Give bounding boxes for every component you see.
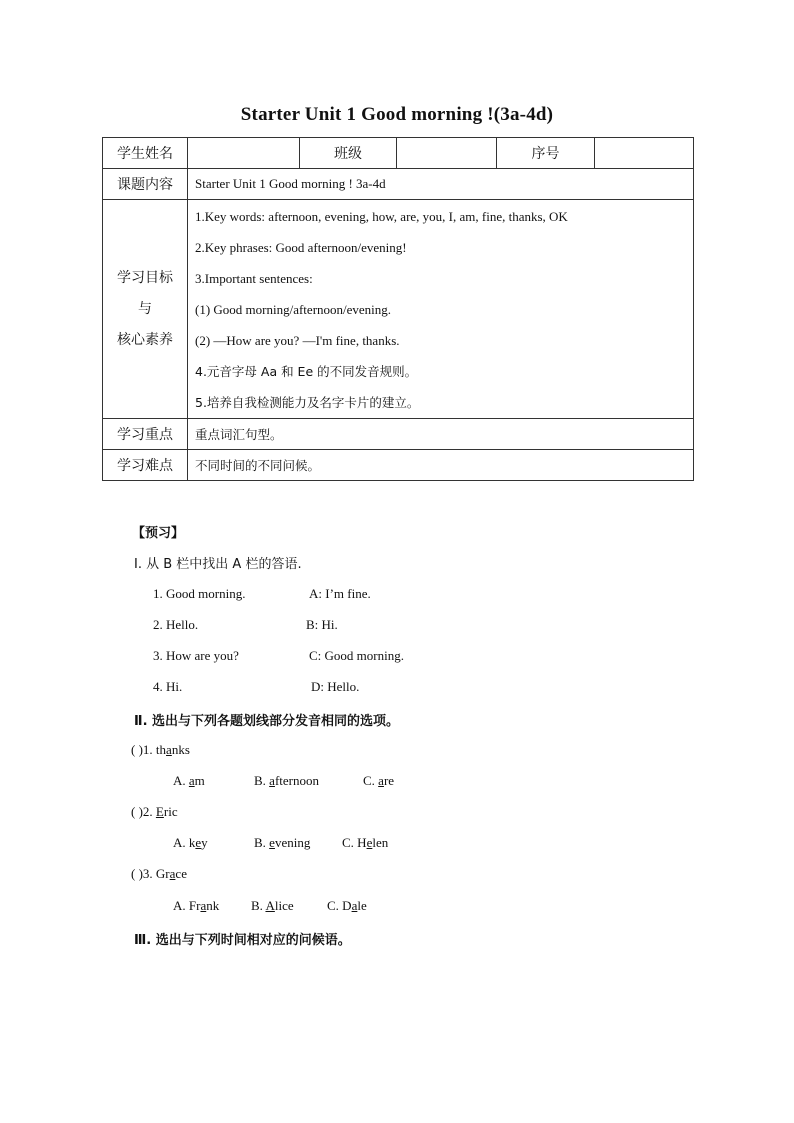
option-prefix: C. H: [342, 835, 367, 850]
underlined-letter: a: [200, 898, 207, 913]
part3-title: Ⅲ. 选出与下列时间相对应的问候语。: [134, 933, 351, 948]
goal-item: (2) —How are you? —I'm fine, thanks.: [195, 332, 400, 348]
class-label: 班级: [300, 138, 397, 169]
goals-list: [188, 200, 694, 419]
topic-value: Starter Unit 1 Good morning ! 3a-4d: [188, 169, 694, 200]
difficulty-label: 学习难点: [103, 450, 188, 481]
question-1: [131, 742, 190, 758]
option-suffix: le: [357, 898, 367, 913]
option-suffix: vening: [274, 835, 311, 850]
part1-item-b: A: I’m fine.: [309, 586, 371, 601]
underlined-letter: e: [195, 835, 202, 850]
table-row: [103, 419, 694, 450]
option: [254, 835, 310, 851]
part1-item-a: 1. Good morning.: [153, 586, 246, 601]
answer-blank[interactable]: ( )3.: [131, 866, 156, 881]
part2-title: Ⅱ. 选出与下列各题划线部分发音相同的选项。: [134, 714, 400, 729]
info-table: [102, 137, 694, 481]
part1-title: Ⅰ. 从 B 栏中找出 A 栏的答语.: [134, 557, 302, 572]
option: [173, 773, 205, 789]
underlined-letter: a: [166, 742, 172, 757]
underlined-letter: A: [265, 898, 275, 913]
topic-label: 课题内容: [103, 169, 188, 200]
seat-cell[interactable]: [595, 138, 694, 169]
goal-item: 5.培养自我检测能力及名字卡片的建立。: [195, 394, 420, 410]
goals-label-line: 核心素养: [117, 331, 173, 348]
option-suffix: lice: [274, 898, 294, 913]
option-prefix: A. Fr: [173, 898, 201, 913]
option: [251, 898, 294, 914]
option-prefix: B.: [254, 773, 270, 788]
option: [173, 898, 219, 914]
goal-item: 4.元音字母 Aa 和 Ee 的不同发音规则。: [195, 363, 418, 379]
seat-label: 序号: [497, 138, 595, 169]
option: [327, 898, 367, 914]
name-label: 学生姓名: [103, 138, 188, 169]
class-cell[interactable]: [397, 138, 497, 169]
option-suffix: re: [383, 773, 395, 788]
word-part: ric: [163, 804, 178, 819]
underlined-letter: e: [269, 835, 275, 850]
underlined-letter: a: [188, 773, 195, 788]
part1-item-b: D: Hello.: [311, 679, 360, 694]
underlined-letter: a: [378, 773, 384, 788]
question-3: [131, 866, 187, 882]
option-prefix: B.: [251, 898, 266, 913]
option-suffix: y: [201, 835, 208, 850]
option-prefix: A. k: [173, 835, 196, 850]
underlined-letter: e: [366, 835, 373, 850]
table-row: [103, 169, 694, 200]
option-suffix: fternoon: [274, 773, 319, 788]
word-part: ce: [175, 866, 187, 881]
option: [342, 835, 388, 851]
goal-item: 2.Key phrases: Good afternoon/evening!: [195, 239, 407, 255]
option-prefix: A.: [173, 773, 189, 788]
page-title: Starter Unit 1 Good morning !(3a-4d): [240, 104, 554, 125]
name-cell[interactable]: [188, 138, 300, 169]
underlined-letter: a: [169, 866, 176, 881]
word-part: th: [155, 742, 167, 757]
goal-item: 1.Key words: afternoon, evening, how, are, you, I, am, fine, thanks, OK: [195, 208, 568, 224]
goals-label-line: 与: [138, 300, 152, 317]
part1-item-a: 4. Hi.: [153, 679, 183, 694]
table-row: [103, 138, 694, 169]
preview-heading: 【预习】: [132, 526, 185, 541]
option-suffix: len: [372, 835, 389, 850]
option-prefix: B.: [254, 835, 270, 850]
key-label: 学习重点: [103, 419, 188, 450]
difficulty-value: 不同时间的不同问候。: [188, 450, 694, 481]
option-suffix: nk: [206, 898, 220, 913]
option: [173, 835, 208, 851]
part1-item-b: B: Hi.: [306, 617, 338, 632]
word-part: Gr: [155, 866, 170, 881]
part1-item-b: C: Good morning.: [309, 648, 404, 663]
part1-item-a: 2. Hello.: [153, 617, 199, 632]
key-value: 重点词汇句型。: [188, 419, 694, 450]
underlined-letter: E: [155, 804, 164, 819]
goals-label-line: 学习目标: [117, 269, 173, 286]
answer-blank[interactable]: ( )2.: [131, 804, 156, 819]
answer-blank[interactable]: ( )1.: [131, 742, 156, 757]
option: [254, 773, 319, 789]
goals-label: [103, 200, 188, 419]
goal-item: 3.Important sentences:: [195, 270, 313, 286]
option-suffix: m: [194, 773, 205, 788]
underlined-letter: a: [269, 773, 275, 788]
part1-item-a: 3. How are you?: [153, 648, 239, 663]
goal-item: (1) Good morning/afternoon/evening.: [195, 301, 392, 317]
table-row: [103, 200, 694, 419]
option-prefix: C.: [363, 773, 379, 788]
question-2: [131, 804, 178, 820]
word-part: nks: [171, 742, 190, 757]
option: [363, 773, 394, 789]
underlined-letter: a: [351, 898, 358, 913]
table-row: [103, 450, 694, 481]
option-prefix: C. D: [327, 898, 352, 913]
